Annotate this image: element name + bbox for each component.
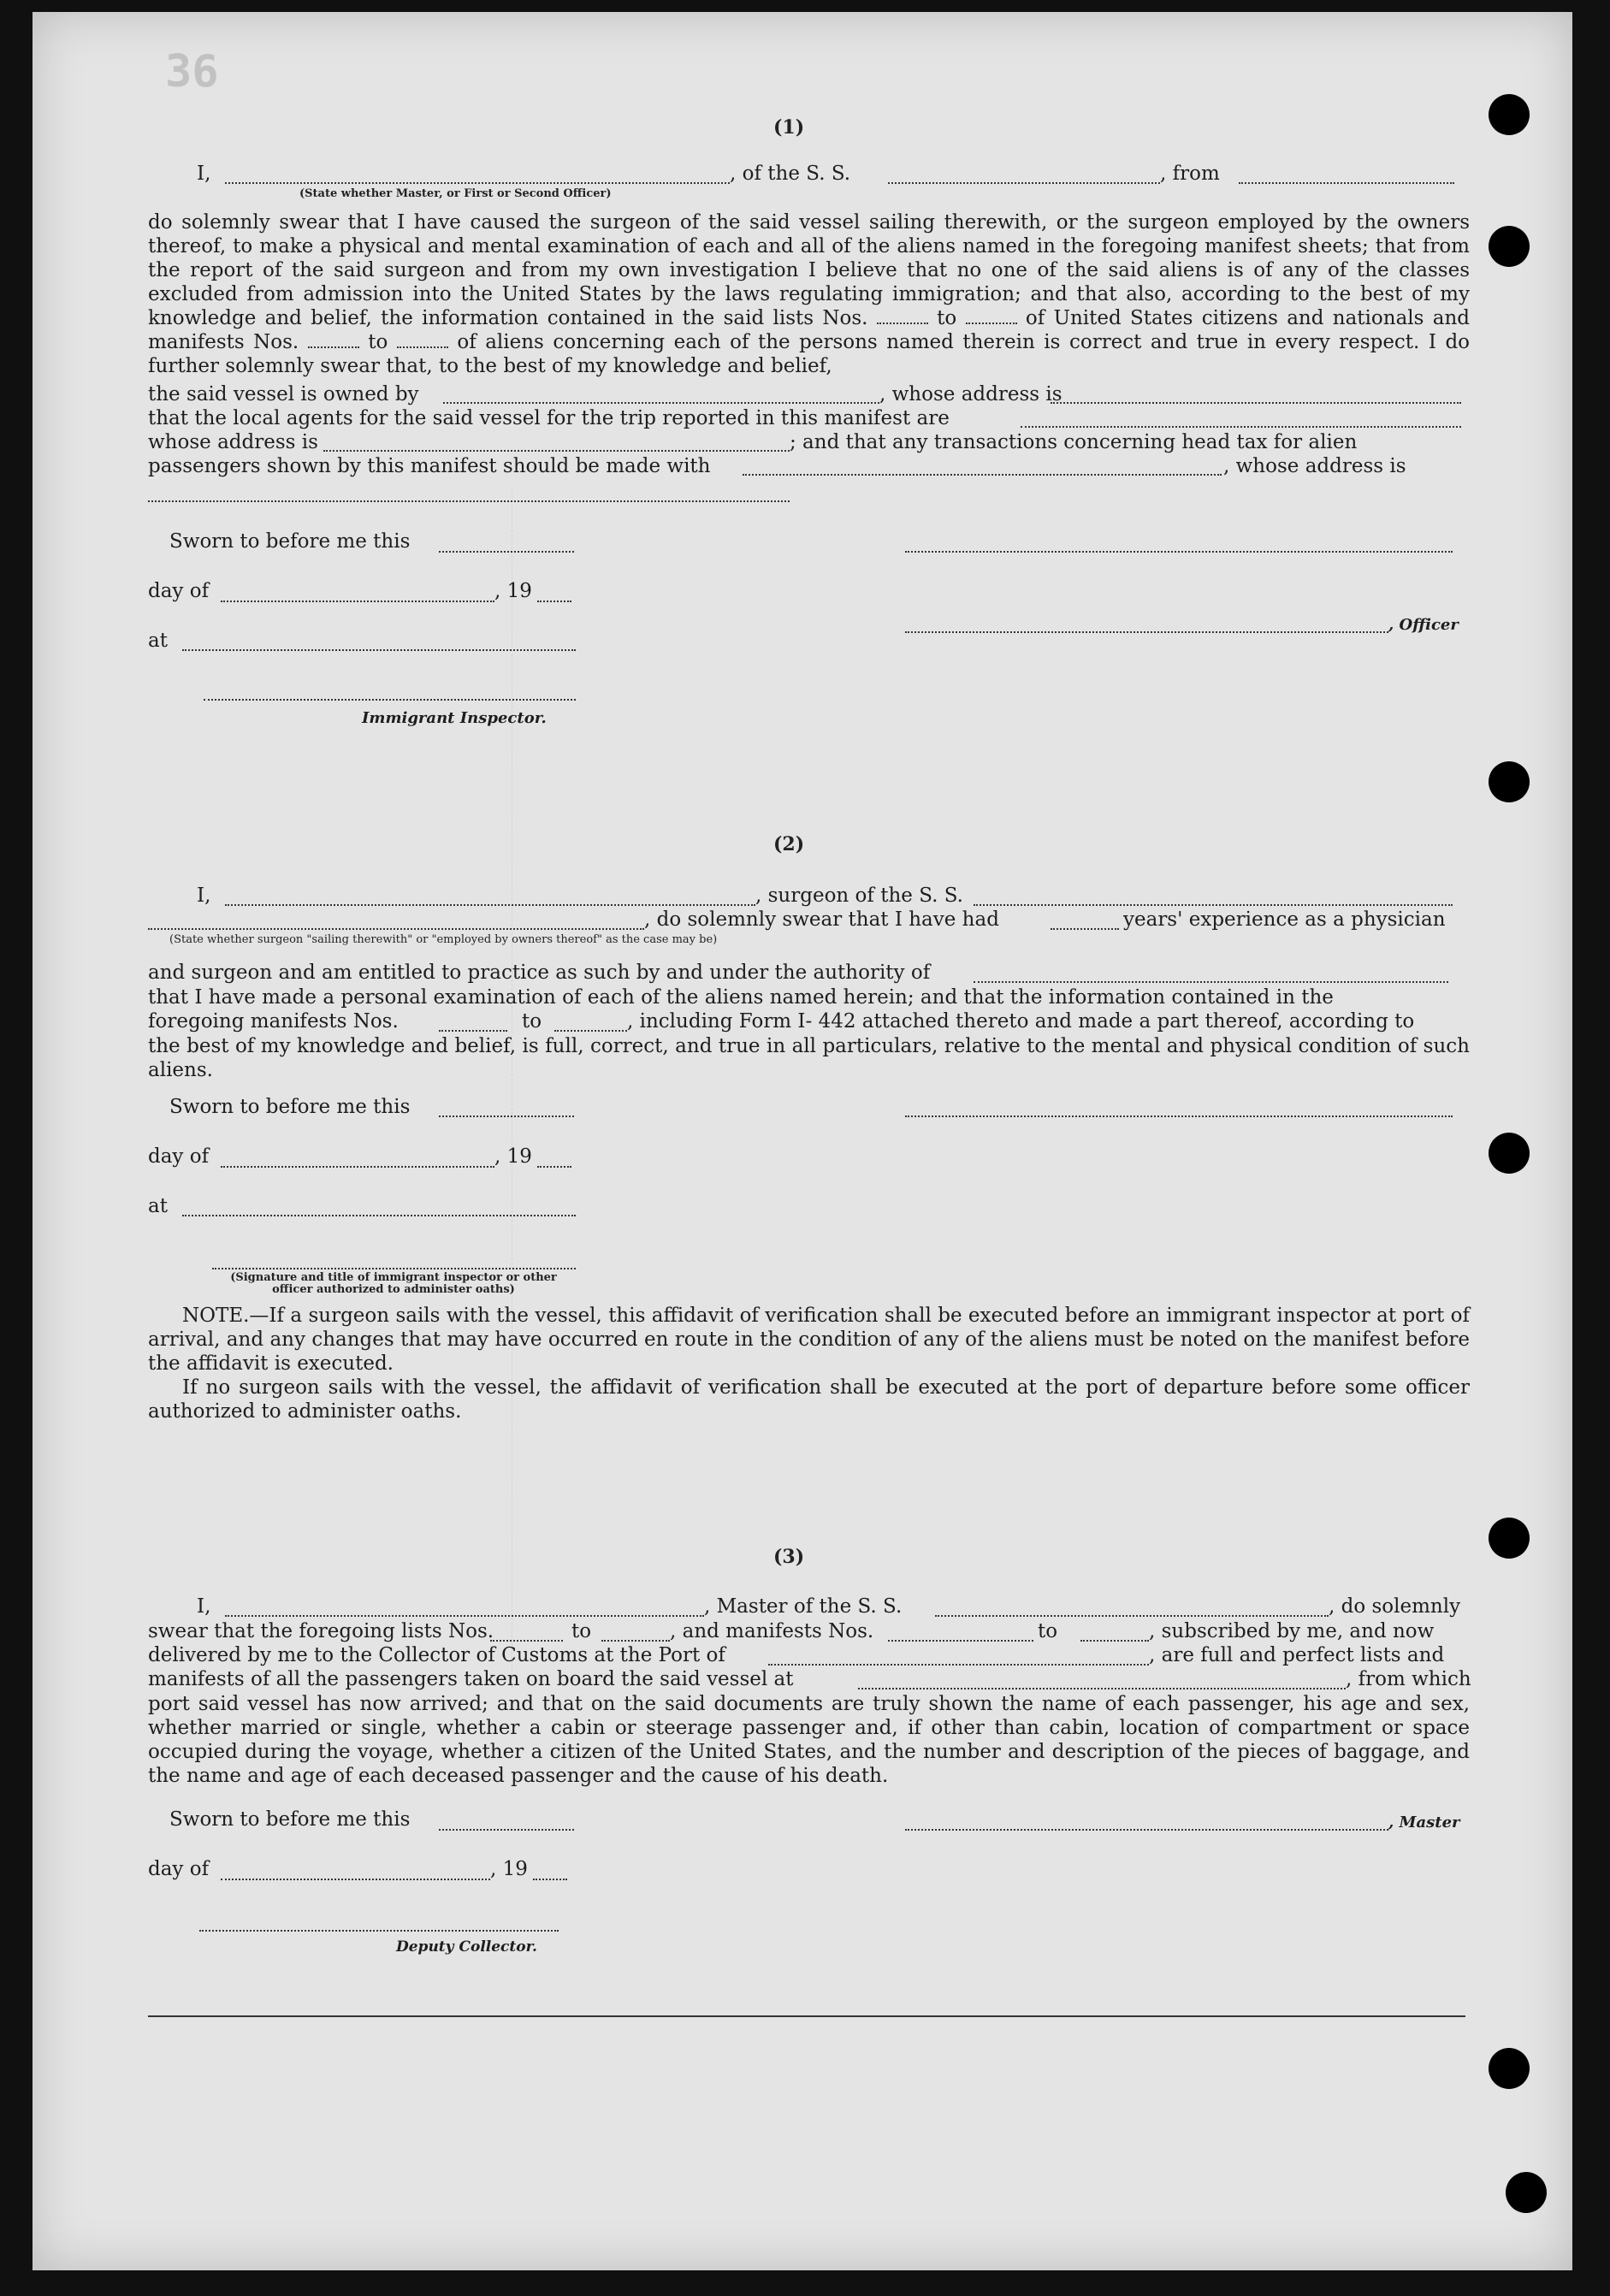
s1-transactions: ; and that any transactions concerning head tax for alien: [790, 431, 1358, 453]
s1-sworn-line[interactable]: [439, 551, 574, 553]
s1-day-of: day of: [148, 580, 210, 602]
section1-heading: (1): [773, 116, 805, 139]
s1-signature-line[interactable]: [905, 551, 1453, 553]
s2-swear-had: , do solemnly swear that I have had: [644, 908, 999, 931]
s1-at-line[interactable]: [182, 649, 576, 651]
s1-officer-caption: (State whether Master, or First or Second Officer): [299, 187, 612, 200]
s2-foregoing: foregoing manifests Nos.: [148, 1010, 399, 1033]
s1-owned-by: the said vessel is owned by: [148, 383, 419, 405]
s2-ship-line[interactable]: [974, 904, 1453, 906]
s1-year-line[interactable]: [537, 601, 571, 602]
s2-authority-line[interactable]: [974, 981, 1448, 983]
s2-nineteen: , 19: [494, 1145, 532, 1168]
s2-day-of: day of: [148, 1145, 210, 1168]
s1-ship-line[interactable]: [888, 182, 1160, 184]
s3-manifests-to-line[interactable]: [1080, 1640, 1149, 1642]
bottom-rule: [148, 2015, 1465, 2017]
s2-sworn: Sworn to before me this: [169, 1096, 411, 1118]
punch-hole-7: [1506, 2172, 1547, 2213]
s3-ship-line[interactable]: [935, 1615, 1329, 1617]
s1-from: , from: [1160, 163, 1220, 185]
s2-inspector-line[interactable]: [212, 1268, 576, 1269]
s3-manifests-all: manifests of all the passengers taken on board the said vessel at: [148, 1668, 794, 1690]
s3-master-of: , Master of the S. S.: [704, 1595, 903, 1618]
s1-agents-line[interactable]: [1021, 426, 1461, 428]
s2-nos-to-line[interactable]: [554, 1030, 627, 1032]
s1-from-line[interactable]: [1239, 182, 1454, 184]
bleed-through-stamp: 36: [165, 46, 219, 98]
s3-deputy-label: Deputy Collector.: [396, 1938, 537, 1956]
s3-subscribed: , subscribed by me, and now: [1149, 1620, 1435, 1642]
s2-authority: and surgeon and am entitled to practice as such by and under the authority of: [148, 962, 931, 984]
s1-inspector-line[interactable]: [204, 699, 576, 701]
s1-officer-line[interactable]: [225, 182, 730, 184]
s3-and-manifests: , and manifests Nos.: [670, 1620, 874, 1642]
s3-lists-from-line[interactable]: [490, 1640, 563, 1642]
s1-inspector-label: Immigrant Inspector.: [362, 709, 547, 727]
s1-owner-line[interactable]: [443, 402, 879, 404]
s3-from-which: , from which: [1346, 1668, 1471, 1690]
s3-swear: swear that the foregoing lists Nos.: [148, 1620, 494, 1642]
s2-day-line[interactable]: [221, 1166, 494, 1168]
s1-officer-label: , Officer: [1388, 616, 1459, 634]
s3-sworn: Sworn to before me this: [169, 1808, 411, 1831]
manifest-page: [33, 12, 1572, 2270]
s3-full-perfect: , are full and perfect lists and: [1149, 1644, 1445, 1666]
s2-para-b: the best of my knowledge and belief, is full, correct, and true in all particulars, relative to the mental and physical condition of such aliens.: [148, 1035, 1470, 1081]
section3-heading: (3): [773, 1546, 805, 1568]
s1-of-ss: , of the S. S.: [730, 163, 851, 185]
s3-name-line[interactable]: [225, 1615, 704, 1617]
s3-sworn-line[interactable]: [439, 1829, 574, 1831]
s2-nos-from-line[interactable]: [439, 1030, 507, 1032]
s2-to: to: [522, 1010, 542, 1033]
s3-port-line[interactable]: [768, 1664, 1149, 1666]
s1-headtax-line[interactable]: [743, 474, 1222, 476]
s1-owner-address: , whose address is: [879, 383, 1062, 405]
s3-delivered: delivered by me to the Collector of Customs at the Port of: [148, 1644, 725, 1666]
punch-hole-2: [1489, 226, 1530, 267]
s3-i: I,: [197, 1595, 211, 1618]
punch-hole-5: [1489, 1518, 1530, 1559]
punch-hole-1: [1489, 94, 1530, 135]
s2-para-a: that I have made a personal examination of each of the aliens named herein; and that the information contained in the: [148, 986, 1334, 1009]
s2-year-line[interactable]: [537, 1166, 571, 1168]
s3-manifests-from-line[interactable]: [888, 1640, 1033, 1642]
punch-hole-3: [1489, 761, 1530, 802]
s2-i: I,: [197, 885, 211, 907]
s2-at: at: [148, 1195, 168, 1217]
s3-master-label: , Master: [1388, 1814, 1460, 1831]
s1-agent-address: whose address is: [148, 431, 318, 453]
s2-signature-caption: (Signature and title of immigrant inspector or other officer authorized to administer oaths): [230, 1271, 557, 1296]
s1-passengers: passengers shown by this manifest should be made with: [148, 455, 711, 477]
s2-name-line[interactable]: [225, 904, 755, 906]
s1-i: I,: [197, 163, 211, 185]
s3-boarded-line[interactable]: [858, 1688, 1346, 1689]
bleed-through-lines: [512, 491, 1368, 1689]
s3-master-line[interactable]: [905, 1829, 1388, 1831]
s2-caption: (State whether surgeon "sailing therewith" or "employed by owners thereof" as the case may be): [169, 933, 718, 946]
s3-nineteen: , 19: [490, 1858, 528, 1880]
s3-to2: to: [1038, 1620, 1058, 1642]
s3-do-solemnly: , do solemnly: [1329, 1595, 1461, 1618]
s3-lists-to-line[interactable]: [601, 1640, 670, 1642]
s2-note2: If no surgeon sails with the vessel, the affidavit of verification shall be executed at the port of departure before some officer authorized to administer oaths.: [148, 1376, 1470, 1423]
s1-nineteen: , 19: [494, 580, 532, 602]
s2-including: , including Form I- 442 attached thereto and made a part thereof, according to: [627, 1010, 1415, 1033]
s1-at: at: [148, 630, 168, 652]
s1-headtax-address: , whose address is: [1223, 455, 1406, 477]
s2-type-line[interactable]: [148, 928, 644, 930]
s1-agent-address-line[interactable]: [323, 450, 790, 452]
s1-owner-address-line[interactable]: [1051, 402, 1461, 404]
s3-day-of: day of: [148, 1858, 210, 1880]
s3-paragraph: port said vessel has now arrived; and that on the said documents are truly shown the name of each passenger, his age and sex, whether married or single, whether a cabin or steerage passenger and, if other than cabin, location of compartment or space occupied during the voyage, whether a citizen of the United States, and the number and description of the pieces of baggage, and the name and age of each deceased passenger and the cause of his death.: [148, 1693, 1470, 1787]
s3-year-line[interactable]: [533, 1879, 567, 1880]
s3-to1: to: [571, 1620, 592, 1642]
s2-years-line[interactable]: [1051, 928, 1119, 930]
s2-note: NOTE.—If a surgeon sails with the vessel, this affidavit of verification shall be executed before an immigrant inspector at port of arrival, and any changes that may have occurred en route in the condition of any of the aliens must be noted on the manifest before the affidavit is executed.: [148, 1305, 1470, 1375]
s3-day-line[interactable]: [221, 1879, 490, 1880]
section2-heading: (2): [773, 833, 805, 855]
s1-sworn: Sworn to before me this: [169, 530, 411, 553]
s2-signature-line[interactable]: [905, 1115, 1453, 1117]
s1-headtax-address-line[interactable]: [148, 500, 790, 502]
s2-at-line[interactable]: [182, 1215, 576, 1216]
s2-surgeon-of: , surgeon of the S. S.: [755, 885, 963, 907]
s3-deputy-line[interactable]: [199, 1930, 559, 1932]
punch-hole-6: [1489, 2048, 1530, 2089]
s2-sworn-line[interactable]: [439, 1115, 574, 1117]
punch-hole-4: [1489, 1133, 1530, 1174]
s1-paragraph: do solemnly swear that I have caused the surgeon of the said vessel sailing therewith, or the surgeon employed by the owners thereof, to make a physical and mental examination of each and all of the aliens named in the foregoing manifest sheets; that from the report of the said surgeon and from my own investigation I believe that no one of the said aliens is of any of the classes excluded from admission into the United States by the laws regulating immigration; and that also, according to the best of my knowledge and belief, the information contained in the said lists Nos. to of United States citizens and nationals and manifests Nos. to of aliens concerning each of the persons named therein is correct and true in every respect. I do further solemnly swear that, to the best of my knowledge and belief,: [148, 211, 1471, 377]
s1-day-line[interactable]: [221, 601, 494, 602]
s1-officer-sign-line[interactable]: [905, 631, 1388, 633]
s2-years: years' experience as a physician: [1123, 908, 1446, 931]
s1-local-agents: that the local agents for the said vessel for the trip reported in this manifest are: [148, 407, 950, 429]
